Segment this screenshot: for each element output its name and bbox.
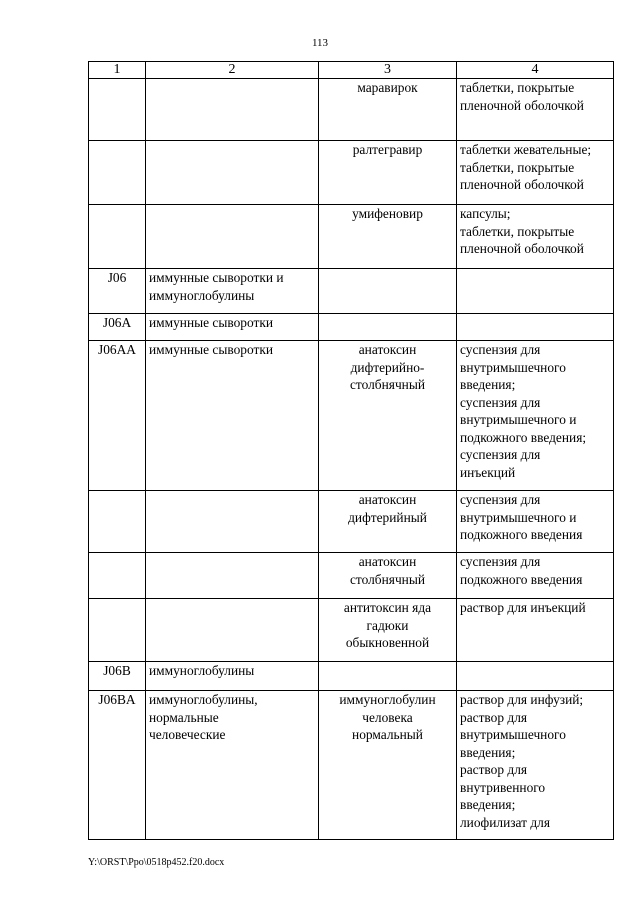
column-header-1: 1 bbox=[89, 62, 146, 79]
drug-name-cell: анатоксин дифтерийно- столбнячный bbox=[319, 341, 457, 491]
group-name-cell bbox=[146, 491, 319, 553]
dosage-form-cell: суспензия для внутримышечного введения; суспензия для внутримышечного и подкожного введения; суспензия для инъекций bbox=[457, 341, 614, 491]
dosage-form-cell bbox=[457, 662, 614, 691]
drug-name-cell: антитоксин яда гадюки обыкновенной bbox=[319, 599, 457, 662]
drug-name-cell: умифеновир bbox=[319, 205, 457, 269]
drug-name-cell: маравирок bbox=[319, 79, 457, 141]
atc-code-cell bbox=[89, 141, 146, 205]
table-row bbox=[89, 205, 614, 269]
drug-name-cell: ралтегравир bbox=[319, 141, 457, 205]
drug-name-cell: иммуноглобулин человека нормальный bbox=[319, 691, 457, 840]
dosage-form-cell: суспензия для внутримышечного и подкожного введения bbox=[457, 491, 614, 553]
drug-name-cell bbox=[319, 314, 457, 341]
atc-code-cell bbox=[89, 553, 146, 599]
table-row bbox=[89, 79, 614, 141]
table-row bbox=[89, 314, 614, 341]
group-name-cell bbox=[146, 141, 319, 205]
table-row bbox=[89, 599, 614, 662]
table-row bbox=[89, 341, 614, 491]
column-header-3: 3 bbox=[319, 62, 457, 79]
atc-code-cell: J06BA bbox=[89, 691, 146, 840]
medicines-table bbox=[88, 61, 614, 840]
dosage-form-cell: раствор для инфузий; раствор для внутримышечного введения; раствор для внутривенного введения; лиофилизат для bbox=[457, 691, 614, 840]
drug-name-cell: анатоксин столбнячный bbox=[319, 553, 457, 599]
table-row bbox=[89, 269, 614, 314]
group-name-cell: иммуноглобулины bbox=[146, 662, 319, 691]
table-row bbox=[89, 141, 614, 205]
table-row bbox=[89, 553, 614, 599]
group-name-cell bbox=[146, 205, 319, 269]
group-name-cell bbox=[146, 79, 319, 141]
dosage-form-cell: суспензия для подкожного введения bbox=[457, 553, 614, 599]
atc-code-cell bbox=[89, 205, 146, 269]
atc-code-cell: J06 bbox=[89, 269, 146, 314]
dosage-form-cell: таблетки жевательные; таблетки, покрытые пленочной оболочкой bbox=[457, 141, 614, 205]
dosage-form-cell: раствор для инъекций bbox=[457, 599, 614, 662]
column-header-2: 2 bbox=[146, 62, 319, 79]
atc-code-cell: J06A bbox=[89, 314, 146, 341]
atc-code-cell bbox=[89, 79, 146, 141]
drug-name-cell bbox=[319, 662, 457, 691]
drug-name-cell: анатоксин дифтерийный bbox=[319, 491, 457, 553]
column-header-4: 4 bbox=[457, 62, 614, 79]
table-row bbox=[89, 662, 614, 691]
atc-code-cell: J06B bbox=[89, 662, 146, 691]
atc-code-cell: J06AA bbox=[89, 341, 146, 491]
atc-code-cell bbox=[89, 599, 146, 662]
dosage-form-cell bbox=[457, 314, 614, 341]
page-number: 113 bbox=[311, 37, 329, 49]
group-name-cell: иммунные сыворотки bbox=[146, 314, 319, 341]
file-path-footer: Y:\ORST\Ppo\0518p452.f20.docx bbox=[88, 857, 225, 868]
group-name-cell bbox=[146, 599, 319, 662]
group-name-cell: иммунные сыворотки и иммуноглобулины bbox=[146, 269, 319, 314]
table-row bbox=[89, 691, 614, 840]
table-header-row bbox=[89, 62, 614, 79]
table-row bbox=[89, 491, 614, 553]
dosage-form-cell bbox=[457, 269, 614, 314]
group-name-cell: иммуноглобулины, нормальные человеческие bbox=[146, 691, 319, 840]
dosage-form-cell: таблетки, покрытые пленочной оболочкой bbox=[457, 79, 614, 141]
atc-code-cell bbox=[89, 491, 146, 553]
drug-name-cell bbox=[319, 269, 457, 314]
group-name-cell bbox=[146, 553, 319, 599]
group-name-cell: иммунные сыворотки bbox=[146, 341, 319, 491]
dosage-form-cell: капсулы; таблетки, покрытые пленочной оболочкой bbox=[457, 205, 614, 269]
